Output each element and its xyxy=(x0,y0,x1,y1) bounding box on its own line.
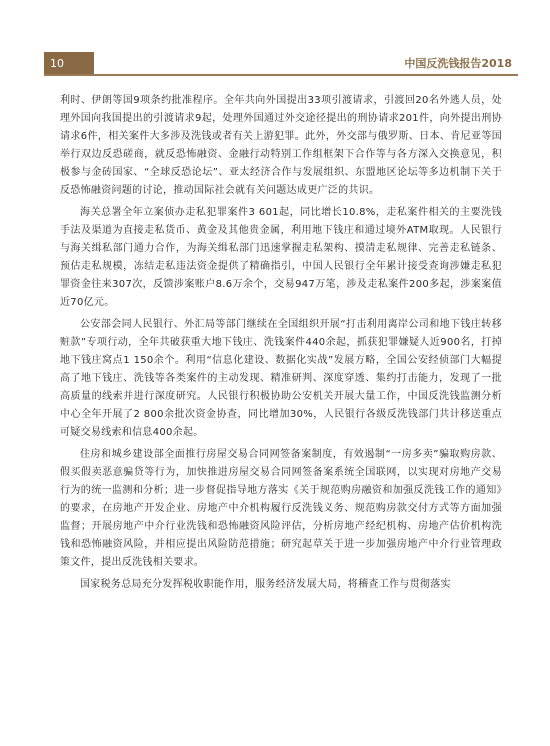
paragraph-housing: 住房和城乡建设部全面推行房屋交易合同网签备案制度，有效遏制“一房多卖”骗取购房款、假买假卖恶意骗贷等行为，加快推进房屋交易合同网签备案系统全国联网，以实现对房地产交易行为的统一监测和分析；进一步督促指导地方落实《关于规范购房融资和加强反洗钱工作的通知》的要求，在房地产开发企业、房地产中介机构履行反洗钱义务、规范购房款交付方式等方面加强监督；开展房地产中介行业洗钱和恐怖融资风险评估，分析房地产经纪机构、房地产估价机构洗钱和恐怖融资风险，并相应提出风险防范措施；研究起草关于进一步加强房地产中介行业管理政策文件，提出反洗钱相关要求。 xyxy=(60,449,502,568)
page-header xyxy=(44,52,518,76)
report-title: 中国反洗钱报告2018 xyxy=(404,57,512,70)
paragraph-customs: 海关总署全年立案侦办走私犯罪案件3 601起，同比增长10.8%，走私案件相关的主要洗钱手法及渠道为直接走私货币、黄金及其他贵金属，利用地下钱庄和通过境外ATM取现。人民银行与海关缉私部门通力合作，为海关缉私部门迅速掌握走私架构、摸清走私规律、完善走私链条、预估走私规模，冻结走私违法资金提供了精确指引，中国人民银行全年累计接受查询涉嫌走私犯罪资金往来307次，反馈涉案账户8.6万余个，交易947万笔，涉及走私案件200多起，涉案案值近70亿元。 xyxy=(60,207,502,308)
body-text xyxy=(60,92,502,598)
paragraph-public-security: 公安部会同人民银行、外汇局等部门继续在全国组织开展“打击利用离岸公司和地下钱庄转移赃款”专项行动，全年共破获重大地下钱庄、洗钱案件440余起，抓获犯罪嫌疑人近900名，打掉地下钱庄窝点1 150余个。利用“信息化建设、数据化实战”发展方略，全国公安经侦部门大幅提高了地下钱庄、洗钱等各类案件的主动发现、精准研判、深度穿透、集约打击能力，发现了一批高质量的线索并进行深度研究。人民银行积极协助公安机关开展大量工作，中国反洗钱监测分析中心全年开展了2 800余批次资金协查，同比增加30%，人民银行各级反洗钱部门共计移送重点可疑交易线索和信息400余起。 xyxy=(60,319,502,438)
page-number: 10 xyxy=(44,52,94,74)
paragraph-taxation: 国家税务总局充分发挥税收职能作用，服务经济发展大局，将稽查工作与贯彻落实 xyxy=(80,579,451,590)
paragraph-continuation: 利时、伊朗等国9项条约批准程序。全年共向外国提出33项引渡请求，引渡回20名外逃人员，处理外国向我国提出的引渡请求9起，处理外国通过外交途径提出的刑协请求201件，向外提出刑协请求6件，相关案件大多涉及洗钱或者有关上游犯罪。此外，外交部与俄罗斯、日本、肯尼亚等国举行双边反恐磋商，就反恐怖融资、金融行动特别工作组框架下合作等与各方深入交换意见，积极参与金砖国家、“全球反恐论坛”、亚太经济合作与发展组织、东盟地区论坛等多边机制下关于反恐怖融资问题的讨论，推动国际社会就有关问题达成更广泛的共识。 xyxy=(60,95,502,196)
